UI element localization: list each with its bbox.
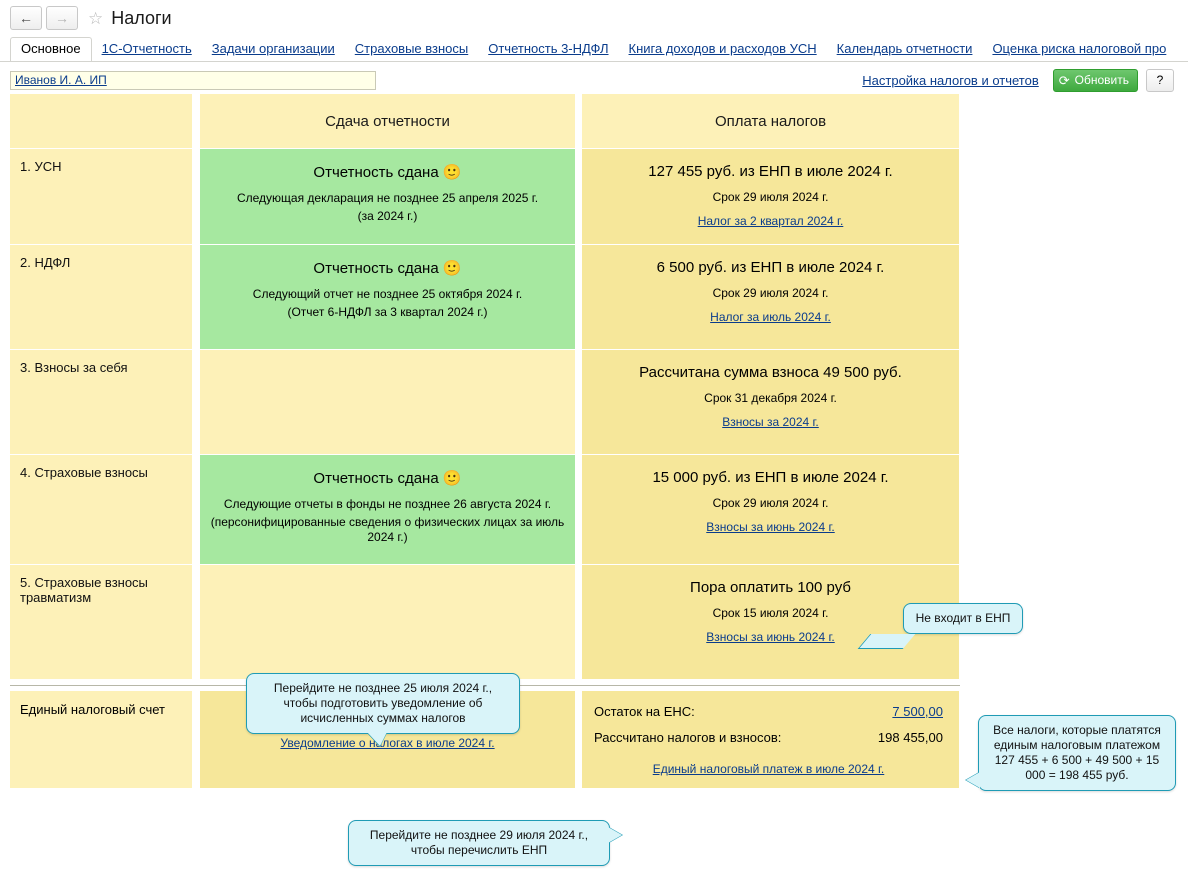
- reporting-status: Отчетность сдана 🙂: [313, 260, 462, 277]
- payment-link-ndfl[interactable]: Налог за июль 2024 г.: [710, 310, 831, 324]
- reporting-note-2: (Отчет 6-НДФЛ за 3 квартал 2024 г.): [287, 305, 488, 319]
- tab-kalendar-otchetnosti[interactable]: Календарь отчетности: [836, 41, 973, 56]
- table-row: [10, 244, 960, 349]
- callout-text: Не входит в ЕНП: [915, 611, 1011, 625]
- command-bar: [0, 62, 1188, 94]
- reporting-cell-empty: [200, 564, 575, 679]
- ens-payment-link-wrap: [594, 756, 943, 776]
- smiley-icon: 🙂: [442, 470, 462, 487]
- ens-balance-line: [594, 704, 943, 719]
- reporting-note-1: Следующие отчеты в фонды не позднее 26 августа 2024 г.: [223, 497, 552, 511]
- ens-balance-label: Остаток на ЕНС:: [594, 704, 695, 719]
- row-label-ens: Единый налоговый счет: [10, 691, 192, 788]
- payment-link-vznosy-za-sebya[interactable]: Взносы за 2024 г.: [722, 415, 819, 429]
- payment-amount: 127 455 руб. из ЕНП в июле 2024 г.: [648, 163, 893, 180]
- reporting-note-2: (за 2024 г.): [357, 209, 418, 223]
- reporting-status: Отчетность сдана 🙂: [313, 164, 462, 181]
- payment-link-usn[interactable]: Налог за 2 квартал 2024 г.: [697, 214, 844, 228]
- ens-payment-cell: [582, 691, 959, 788]
- window-header: [0, 0, 1188, 34]
- table-row: [10, 349, 960, 454]
- reporting-note-2: (персонифицированные сведения о физических лицах за июль 2024 г.): [210, 515, 565, 544]
- ens-balance-value[interactable]: 7 500,00: [892, 704, 943, 719]
- reporting-cell-strahovye-vznosy: [200, 454, 575, 564]
- smiley-icon: 🙂: [442, 164, 462, 181]
- payment-deadline: Срок 29 июля 2024 г.: [712, 496, 829, 510]
- callout-enp-transfer: [348, 820, 610, 866]
- tab-ocenka-riska[interactable]: Оценка риска налоговой про: [992, 41, 1167, 56]
- callout-text: Все налоги, которые платятся единым налоговым платежом 127 455 + 6 500 + 49 500 + 15 000 = 198 455 руб.: [993, 723, 1161, 782]
- payment-cell-strahovye-vznosy: [582, 454, 959, 564]
- ens-notice-link[interactable]: Уведомление о налогах в июле 2024 г.: [280, 735, 495, 750]
- row-label-travmatizm: 5. Страховые взносы травматизм: [10, 564, 192, 679]
- tax-settings-link[interactable]: Настройка налогов и отчетов: [862, 72, 1039, 88]
- payment-amount: Пора оплатить 100 руб: [690, 579, 851, 596]
- refresh-button[interactable]: [1053, 69, 1138, 92]
- ens-calculated-value: 198 455,00: [877, 730, 943, 745]
- header-blank: [10, 94, 192, 148]
- payment-amount: 15 000 руб. из ЕНП в июле 2024 г.: [652, 469, 889, 486]
- payment-deadline: Срок 29 июля 2024 г.: [712, 190, 829, 204]
- forward-button[interactable]: [46, 6, 78, 30]
- payment-link-travmatizm[interactable]: Взносы за июнь 2024 г.: [706, 630, 835, 644]
- callout-text: Перейдите не позднее 29 июля 2024 г., чтобы перечислить ЕНП: [369, 828, 589, 857]
- callout-notice: [246, 673, 520, 734]
- row-label-strahovye-vznosy: 4. Страховые взносы: [10, 454, 192, 564]
- tab-bar: [0, 34, 1188, 62]
- organization-field[interactable]: Иванов И. А. ИП: [10, 71, 376, 90]
- refresh-label: Обновить: [1074, 73, 1129, 87]
- payment-cell-vznosy-za-sebya: [582, 349, 959, 454]
- arrow-right-icon: →: [55, 10, 69, 26]
- table-row: [10, 564, 960, 679]
- reporting-note-1: Следующий отчет не позднее 25 октября 2024 г.: [252, 287, 523, 301]
- tab-osnovnoe[interactable]: Основное: [10, 37, 92, 62]
- tab-1c-otchetnost[interactable]: 1С-Отчетность: [101, 41, 192, 56]
- payment-deadline: Срок 31 декабря 2024 г.: [704, 391, 837, 405]
- table-row: [10, 454, 960, 564]
- reporting-note-1: Следующая декларация не позднее 25 апреля 2025 г.: [236, 191, 539, 205]
- ens-calculated-label: Рассчитано налогов и взносов:: [594, 730, 782, 745]
- reporting-status: Отчетность сдана 🙂: [313, 470, 462, 487]
- tab-kniga-dohodov-usn[interactable]: Книга доходов и расходов УСН: [628, 41, 817, 56]
- callout-not-in-enp: [903, 603, 1023, 634]
- payment-amount: 6 500 руб. из ЕНП в июле 2024 г.: [656, 259, 885, 276]
- arrow-left-icon: ←: [19, 10, 33, 26]
- ens-calculated-line: [594, 730, 943, 745]
- ens-payment-link[interactable]: Единый налоговый платеж в июле 2024 г.: [652, 762, 885, 776]
- reporting-cell-usn: [200, 148, 575, 244]
- back-button[interactable]: [10, 6, 42, 30]
- payment-deadline: Срок 15 июля 2024 г.: [712, 606, 829, 620]
- refresh-icon: ⟳: [1058, 72, 1070, 88]
- callout-tail: [608, 827, 622, 843]
- table-header-row: [10, 94, 960, 148]
- callout-text: Перейдите не позднее 25 июля 2024 г., чтобы подготовить уведомление об исчисленных суммах налогов: [273, 681, 493, 725]
- row-label-ndfl: 2. НДФЛ: [10, 244, 192, 349]
- payment-amount: Рассчитана сумма взноса 49 500 руб.: [639, 364, 902, 381]
- table-row: [10, 148, 960, 244]
- header-payment: Оплата налогов: [582, 94, 959, 148]
- callout-all-taxes: [978, 715, 1176, 791]
- row-label-vznosy-za-sebya: 3. Взносы за себя: [10, 349, 192, 454]
- callout-tail: [966, 772, 980, 788]
- payment-deadline: Срок 29 июля 2024 г.: [712, 286, 829, 300]
- help-button[interactable]: ?: [1146, 69, 1174, 92]
- payment-link-strahovye-vznosy[interactable]: Взносы за июнь 2024 г.: [706, 520, 835, 534]
- row-label-usn: 1. УСН: [10, 148, 192, 244]
- payment-cell-usn: [582, 148, 959, 244]
- header-reporting: Сдача отчетности: [200, 94, 575, 148]
- page-title: Налоги: [111, 7, 172, 28]
- tab-otchetnost-3ndfl[interactable]: Отчетность 3-НДФЛ: [488, 41, 609, 56]
- smiley-icon: 🙂: [442, 260, 462, 277]
- reporting-cell-ndfl: [200, 244, 575, 349]
- star-icon[interactable]: ☆: [88, 8, 104, 28]
- tab-strahovye-vznosy[interactable]: Страховые взносы: [354, 41, 469, 56]
- tab-zadachi-organizacii[interactable]: Задачи организации: [211, 41, 335, 56]
- payment-cell-ndfl: [582, 244, 959, 349]
- callout-tail: [367, 732, 387, 746]
- reporting-cell-empty: [200, 349, 575, 454]
